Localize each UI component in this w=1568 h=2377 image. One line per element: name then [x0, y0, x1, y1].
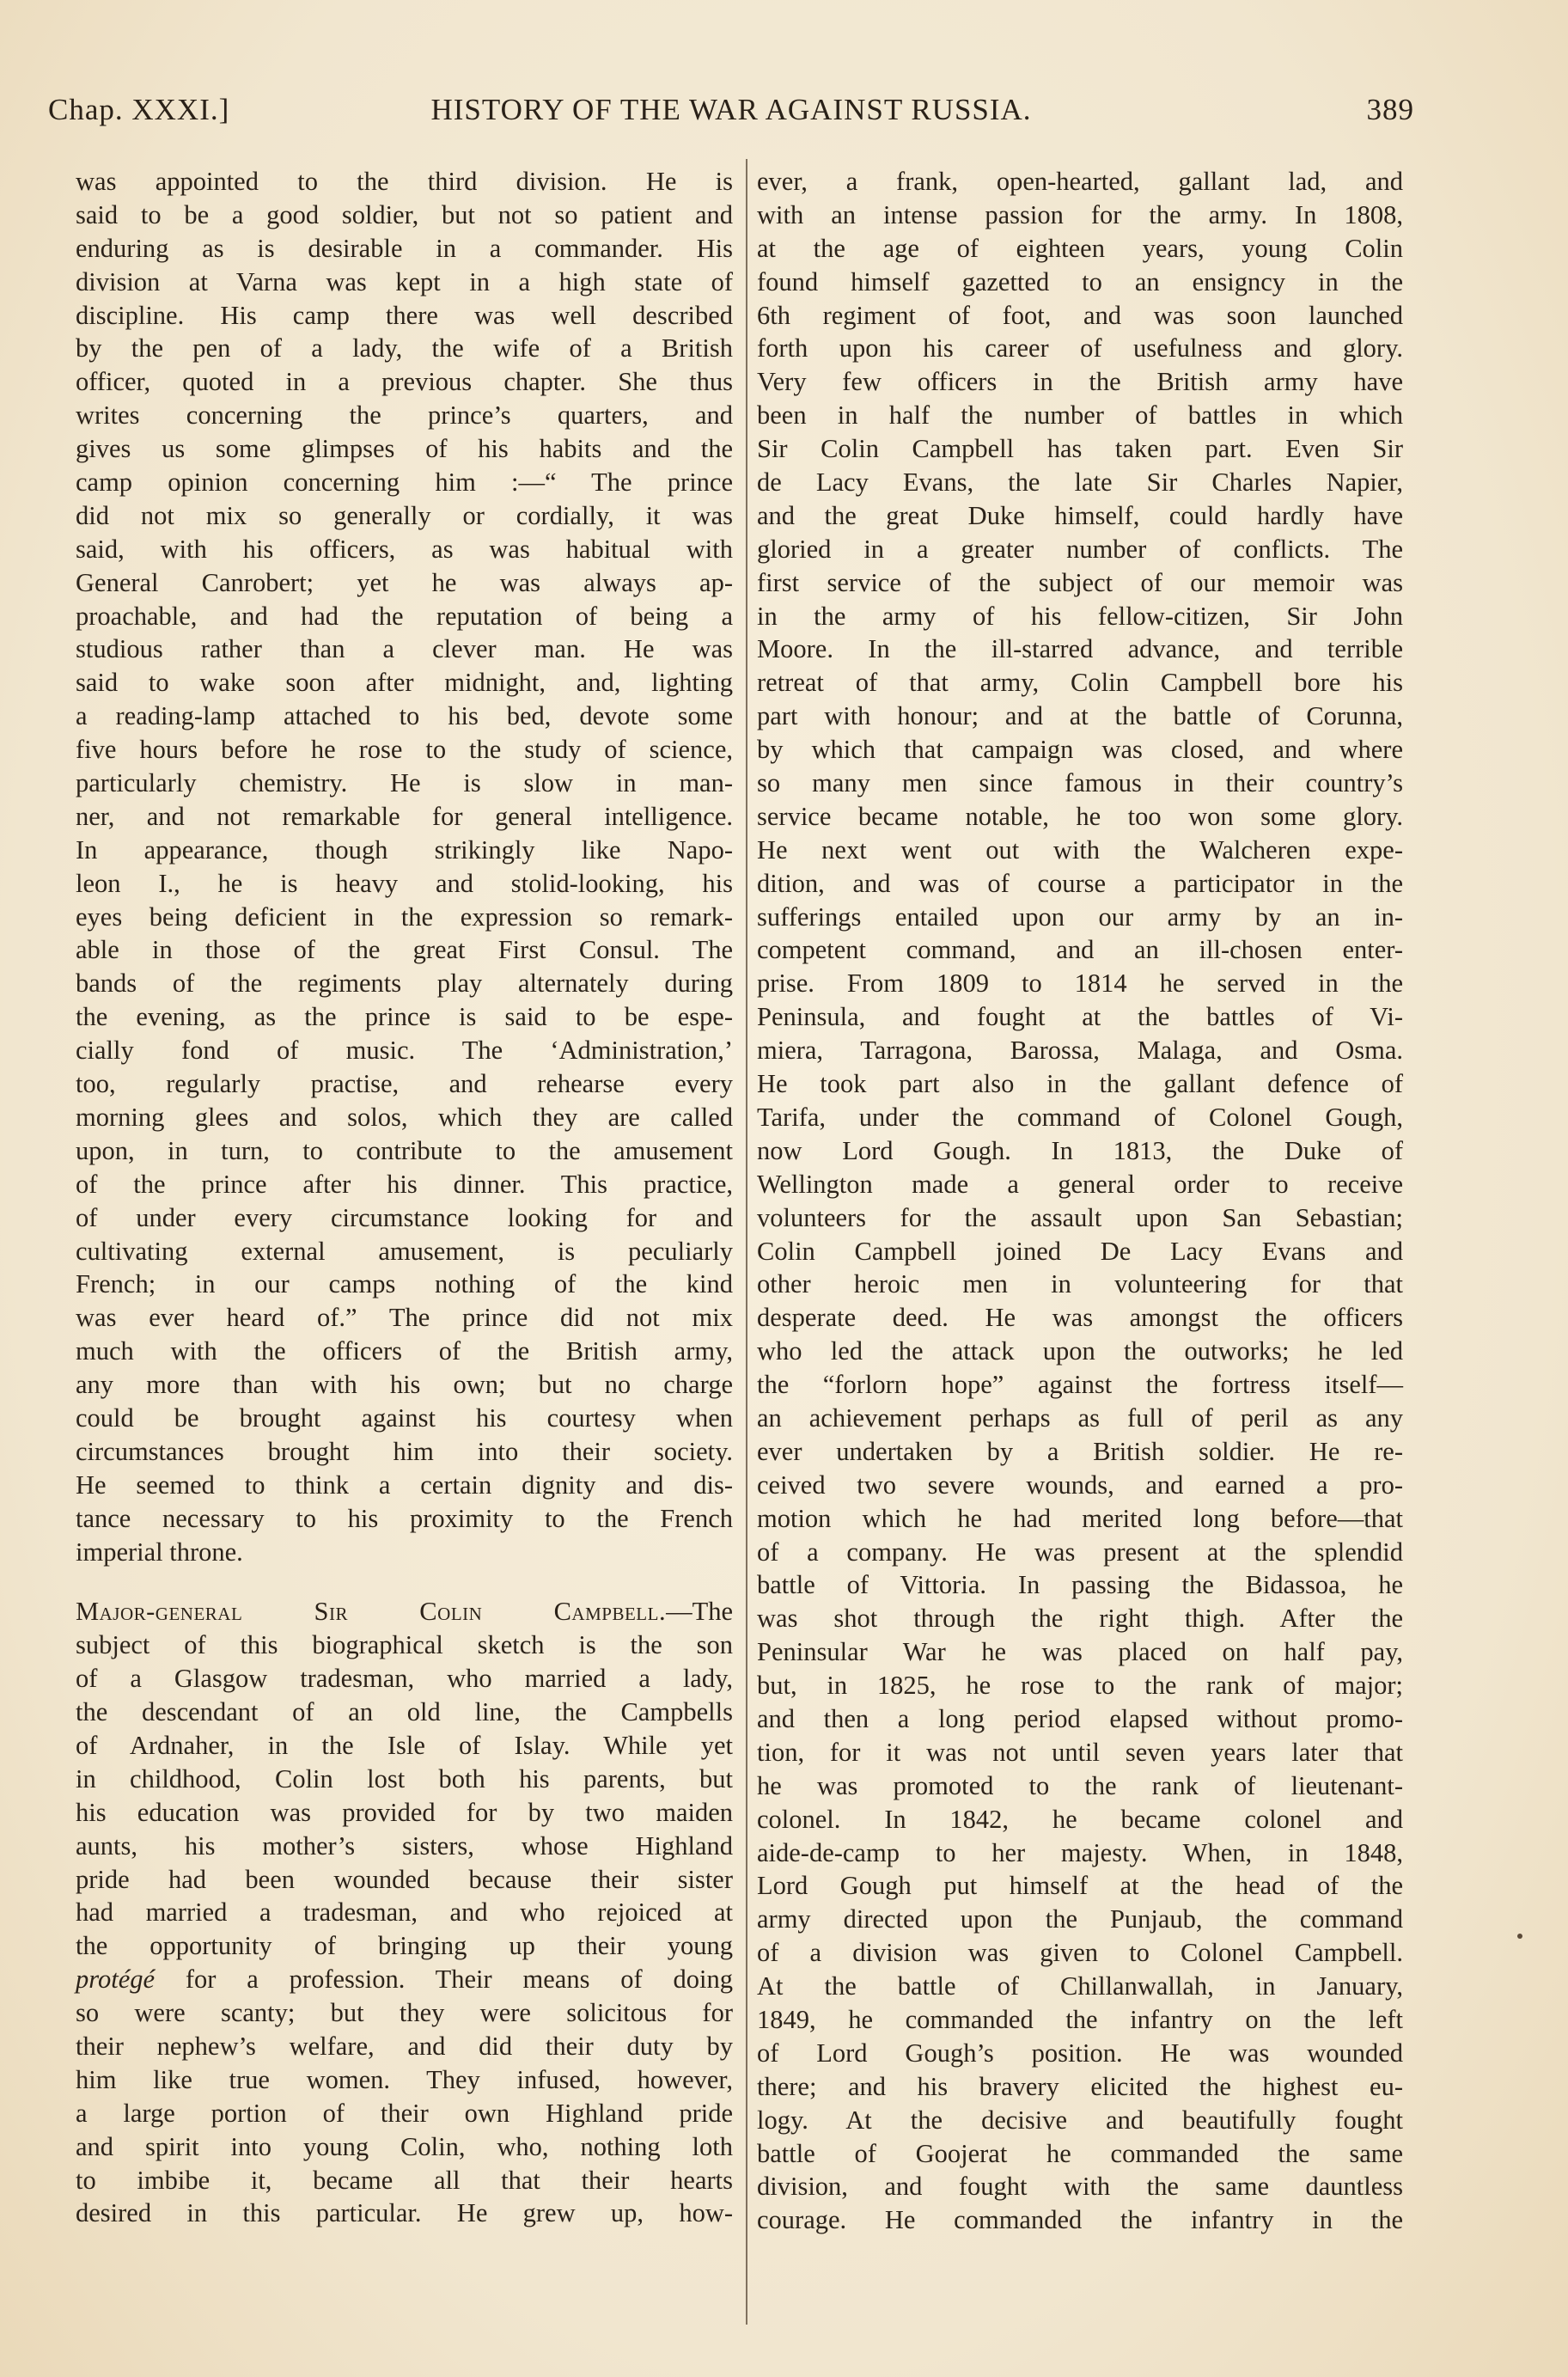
text-line: an achievement perhaps as full of peril as any	[757, 1402, 1403, 1433]
text-line: Moore. In the ill-starred advance, and terrible	[757, 634, 1403, 664]
text-line: and spirit into young Colin, who, nothing loth	[76, 2131, 733, 2161]
text-line: so were scanty; but they were solicitous for	[76, 1998, 733, 2028]
text-line: pride had been wounded because their sister	[76, 1864, 733, 1894]
text-line: cially fond of music. The ‘Administration,’	[76, 1036, 733, 1066]
protege-word: protégé	[76, 1965, 156, 1995]
protege-line	[76, 1963, 733, 1996]
text-line: forth upon his career of usefulness and glory.	[757, 333, 1403, 364]
right-column	[757, 165, 1403, 2237]
text-line: motion which he had merited long before—that	[757, 1503, 1403, 1533]
text-line: aide-de-camp to her majesty. When, in 1848,	[757, 1837, 1403, 1867]
text-line: particularly chemistry. He is slow in man-	[76, 768, 733, 798]
text-line: his education was provided for by two maiden	[76, 1797, 733, 1827]
text-line: by which that campaign was closed, and where	[757, 735, 1403, 765]
text-line: five hours before he rose to the study of science,	[76, 735, 733, 765]
text-line: said to be a good soldier, but not so patient and	[76, 199, 733, 229]
text-line: too, regularly practise, and rehearse every	[76, 1069, 733, 1099]
protege-rest: for a profession. Their means of doing	[155, 1965, 733, 1995]
text-line: subject of this biographical sketch is the son	[76, 1630, 733, 1660]
text-line: enduring as is desirable in a commander. His	[76, 233, 733, 263]
text-line: morning glees and solos, which they are called	[76, 1102, 733, 1132]
text-line: Peninsula, and fought at the battles of Vi-	[757, 1002, 1403, 1032]
text-line: competent command, and an ill-chosen enter-	[757, 935, 1403, 965]
text-line: any more than with his own; but no charge	[76, 1370, 733, 1400]
left-column	[76, 165, 733, 2230]
text-line: able in those of the great First Consul. The	[76, 935, 733, 965]
text-line: of a Glasgow tradesman, who married a lady,	[76, 1664, 733, 1694]
text-line: and the great Duke himself, could hardly have	[757, 500, 1403, 530]
text-line: there; and his bravery elicited the highest eu-	[757, 2071, 1403, 2101]
text-line: Very few officers in the British army have	[757, 367, 1403, 397]
text-line: circumstances brought him into their society.	[76, 1436, 733, 1466]
text-line: much with the officers of the British army,	[76, 1336, 733, 1366]
text-line: the opportunity of bringing up their young	[76, 1931, 733, 1961]
text-line: but, in 1825, he rose to the rank of major;	[757, 1671, 1403, 1701]
section-heading-line	[76, 1595, 733, 1628]
text-line: Colin Campbell joined De Lacy Evans and	[757, 1236, 1403, 1266]
text-line: sufferings entailed upon our army by an in-	[757, 901, 1403, 932]
text-line: the descendant of an old line, the Campbells	[76, 1697, 733, 1727]
paragraph-campbell	[76, 1628, 733, 1963]
text-line: cultivating external amusement, is peculiarly	[76, 1236, 733, 1266]
text-line: of a division was given to Colonel Campbell.	[757, 1938, 1403, 1968]
text-line: proachable, and had the reputation of being a	[76, 601, 733, 631]
text-line: He took part also in the gallant defence of	[757, 1069, 1403, 1099]
text-line: to imbibe it, became all that their hearts	[76, 2165, 733, 2195]
text-line: by the pen of a lady, the wife of a British	[76, 333, 733, 364]
text-line: gloried in a greater number of conflicts. The	[757, 534, 1403, 564]
text-line: the “forlorn hope” against the fortress itself—	[757, 1370, 1403, 1400]
text-line: Wellington made a general order to receive	[757, 1169, 1403, 1199]
text-line: division at Varna was kept in a high state of	[76, 266, 733, 296]
text-line: General Canrobert; yet he was always ap-	[76, 567, 733, 597]
text-line: He seemed to think a certain dignity and dis-	[76, 1470, 733, 1500]
text-line: 6th regiment of foot, and was soon launched	[757, 300, 1403, 330]
text-line: eyes being deficient in the expression so remark-	[76, 901, 733, 932]
text-line: prise. From 1809 to 1814 he served in the	[757, 969, 1403, 999]
column-divider	[746, 159, 747, 2325]
section-heading: Major-general Sir Colin Campbell.	[76, 1597, 667, 1627]
text-line: At the battle of Chillanwallah, in January,	[757, 1971, 1403, 2001]
text-line: said, with his officers, as was habitual with	[76, 534, 733, 564]
text-line: was shot through the right thigh. After the	[757, 1604, 1403, 1634]
text-line: camp opinion concerning him :—“ The prince	[76, 467, 733, 498]
text-line: was ever heard of.” The prince did not mix	[76, 1303, 733, 1333]
text-line: the evening, as the prince is said to be espe-	[76, 1002, 733, 1032]
text-line: of Lord Gough’s position. He was wounded	[757, 2038, 1403, 2068]
text-line: a reading-lamp attached to his bed, devote some	[76, 701, 733, 731]
text-line: tion, for it was not until seven years later that	[757, 1737, 1403, 1767]
text-line: he was promoted to the rank of lieutenant-	[757, 1770, 1403, 1800]
text-line: ner, and not remarkable for general intelligence.	[76, 801, 733, 831]
text-line: Tarifa, under the command of Colonel Gough,	[757, 1102, 1403, 1132]
text-line: of under every circumstance looking for and	[76, 1202, 733, 1232]
text-line: division, and fought with the same dauntless	[757, 2172, 1403, 2202]
text-line: at the age of eighteen years, young Colin	[757, 233, 1403, 263]
text-line: service became notable, he too won some glory.	[757, 801, 1403, 831]
text-line: courage. He commanded the infantry in the	[757, 2205, 1403, 2235]
text-line: found himself gazetted to an ensigncy in the	[757, 266, 1403, 296]
text-line: desired in this particular. He grew up, how-	[76, 2198, 733, 2228]
text-line: bands of the regiments play alternately during	[76, 969, 733, 999]
text-line: had married a tradesman, and who rejoiced at	[76, 1897, 733, 1928]
text-line: discipline. His camp there was well described	[76, 300, 733, 330]
text-line: him like true women. They infused, however,	[76, 2064, 733, 2094]
text-line: In appearance, though strikingly like Napo-	[76, 834, 733, 865]
text-line: de Lacy Evans, the late Sir Charles Napier,	[757, 467, 1403, 498]
text-line: leon I., he is heavy and stolid-looking, his	[76, 868, 733, 898]
paragraph-prince	[76, 165, 733, 1568]
text-line: Lord Gough put himself at the head of the	[757, 1871, 1403, 1901]
text-line: their nephew’s welfare, and did their duty by	[76, 2031, 733, 2061]
text-line: He next went out with the Walcheren expe-	[757, 834, 1403, 865]
text-line: upon, in turn, to contribute to the amusement	[76, 1135, 733, 1165]
text-line: tance necessary to his proximity to the French	[76, 1503, 733, 1533]
text-line: other heroic men in volunteering for that	[757, 1269, 1403, 1299]
text-line: now Lord Gough. In 1813, the Duke of	[757, 1135, 1403, 1165]
text-line: of Ardnaher, in the Isle of Islay. While yet	[76, 1730, 733, 1760]
text-line: officer, quoted in a previous chapter. She thus	[76, 367, 733, 397]
paragraph-campbell-cont	[76, 1996, 733, 2230]
text-line: was appointed to the third division. He is	[76, 167, 733, 196]
text-line: ever, a frank, open-hearted, gallant lad, and	[757, 167, 1403, 196]
paragraph-campbell-right	[757, 165, 1403, 2237]
text-line: battle of Goojerat he commanded the same	[757, 2138, 1403, 2168]
running-header	[48, 93, 1414, 136]
text-line: in childhood, Colin lost both his parents, but	[76, 1763, 733, 1793]
text-line: ceived two severe wounds, and earned a pro-	[757, 1470, 1403, 1500]
text-line: part with honour; and at the battle of Corunna,	[757, 701, 1403, 731]
text-line: Sir Colin Campbell has taken part. Even Sir	[757, 434, 1403, 464]
text-line: aunts, his mother’s sisters, whose Highland	[76, 1830, 733, 1861]
text-line: desperate deed. He was amongst the officers	[757, 1303, 1403, 1333]
text-line: colonel. In 1842, he became colonel and	[757, 1804, 1403, 1834]
page-number: 389	[1366, 93, 1414, 126]
text-line: so many men since famous in their country’s	[757, 768, 1403, 798]
text-line: volunteers for the assault upon San Sebastian;	[757, 1202, 1403, 1232]
running-title: HISTORY OF THE WAR AGAINST RUSSIA.	[430, 93, 1032, 126]
text-line: studious rather than a clever man. He was	[76, 634, 733, 664]
text-line: 1849, he commanded the infantry on the left	[757, 2004, 1403, 2034]
margin-speck	[1517, 1934, 1522, 1939]
text-line: writes concerning the prince’s quarters, and	[76, 400, 733, 431]
text-line: first service of the subject of our memoir was	[757, 567, 1403, 597]
text-line: of a company. He was present at the splendid	[757, 1537, 1403, 1567]
text-line: did not mix so generally or cordially, it was	[76, 500, 733, 530]
text-line: with an intense passion for the army. In 1808,	[757, 199, 1403, 229]
text-line: could be brought against his courtesy when	[76, 1402, 733, 1433]
text-line: imperial throne.	[76, 1537, 243, 1567]
text-line: a large portion of their own Highland pride	[76, 2098, 733, 2128]
text-line: who led the attack upon the outworks; he led	[757, 1336, 1403, 1366]
text-line: battle of Vittoria. In passing the Bidassoa, he	[757, 1570, 1403, 1600]
text-line: been in half the number of battles in which	[757, 400, 1403, 431]
text-line: miera, Tarragona, Barossa, Malaga, and Osma.	[757, 1036, 1403, 1066]
text-line: retreat of that army, Colin Campbell bore his	[757, 668, 1403, 698]
text-line: and then a long period elapsed without promo-	[757, 1703, 1403, 1733]
section-heading-rest: —The	[666, 1597, 733, 1627]
text-line: of the prince after his dinner. This practice,	[76, 1169, 733, 1199]
text-line: French; in our camps nothing of the kind	[76, 1269, 733, 1299]
text-line: Peninsular War he was placed on half pay,	[757, 1637, 1403, 1667]
text-line: ever undertaken by a British soldier. He re-	[757, 1436, 1403, 1466]
chapter-label: Chap. XXXI.]	[48, 93, 230, 126]
paragraph-gap	[76, 1568, 733, 1595]
text-line: gives us some glimpses of his habits and the	[76, 434, 733, 464]
text-line: logy. At the decisive and beautifully fought	[757, 2105, 1403, 2135]
text-line: said to wake soon after midnight, and, lighting	[76, 668, 733, 698]
text-line: army directed upon the Punjaub, the command	[757, 1904, 1403, 1934]
text-line: in the army of his fellow-citizen, Sir John	[757, 601, 1403, 631]
text-line: dition, and was of course a participator in the	[757, 868, 1403, 898]
